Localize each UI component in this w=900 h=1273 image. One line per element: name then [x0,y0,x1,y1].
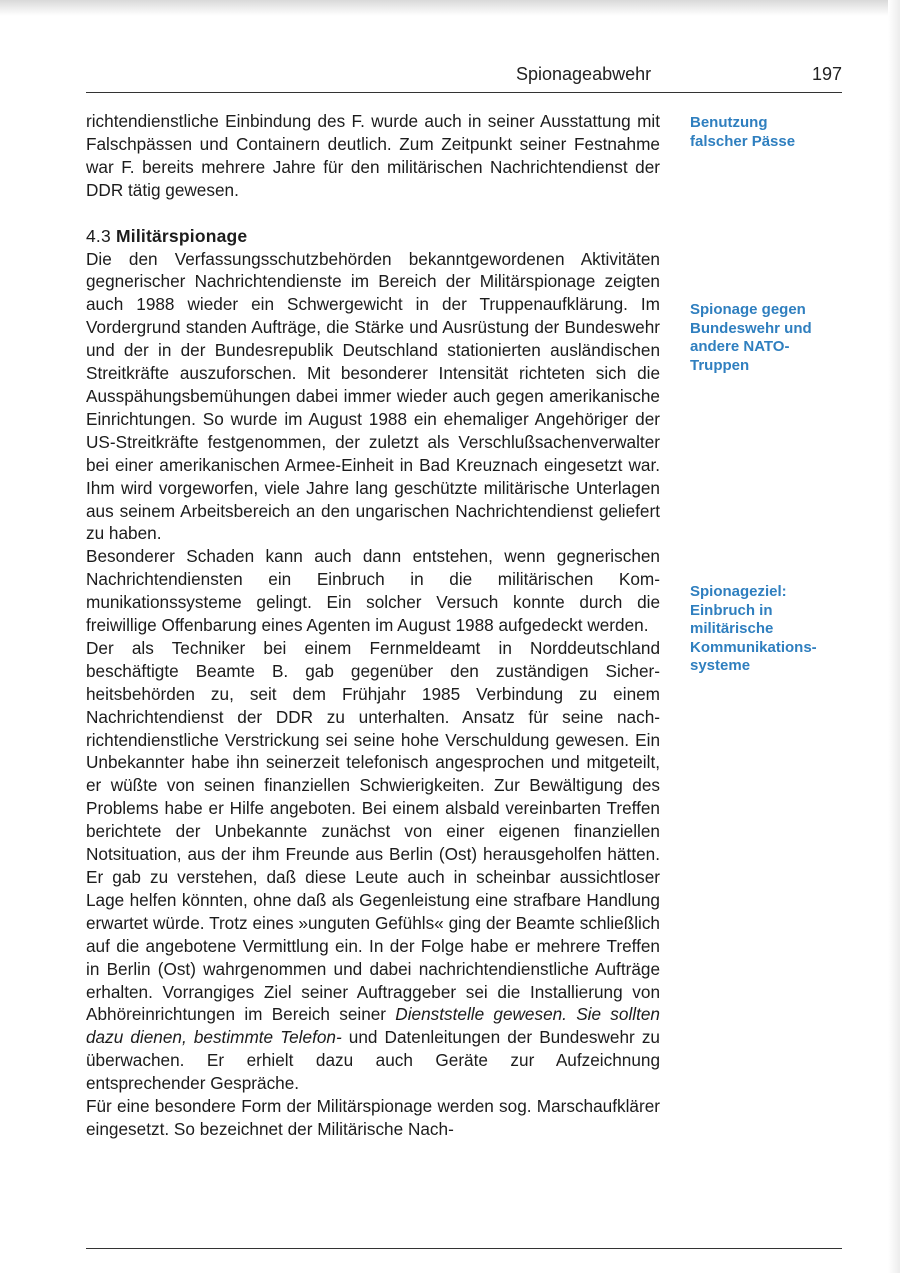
section-title: Militärspionage [116,225,248,246]
paragraph-communication-breach: Besonderer Schaden kann auch dann entstehen, wenn gegnerischen Nachrichtendiensten ein Einbruch in die militärischen Kommunikationssysteme gelingt. Ein solcher Versuch konnte durch die freiwillige Offenbarung eines Agenten im August 1988 aufgedeckt werden. [86,546,660,636]
section-heading [86,225,660,248]
paragraph-case-text-a: Der als Techniker bei einem Fernmeldeamt in Norddeutschland beschäftigte Beamte B. gab gegenüber den zuständigen Sicherheitsbehörden zu, seit dem Frühjahr 1985 Verbindung zu einem Nachrichtendienst der DDR zu unterhalten. Ansatz für seine nachrichtendienstliche Verstrickung sei seine hohe Verschuldung gewesen. Ein Unbekannter habe ihn seinerzeit telefonisch angesprochen und mitgeteilt, er wüßte von seinen finanziellen Schwierigkeiten. Zur Bewältigung des Problems habe er Hilfe angeboten. Bei einem alsbald vereinbarten Treffen berichtete der Unbekannte zunächst von einer eigenen finanziellen Notsituation, aus der ihm Freunde aus Berlin (Ost) herausgeholfen hätten. Er gab zu verstehen, daß diese Leute auch in scheinbar aussichtloser Lage helfen könnten, ohne daß als Gegenleistung eine strafbare Handlung erwartet würde. Trotz eines »unguten Gefühls« ging der Beamte schließlich auf die angebotene Vermittlung ein. In der Folge habe er mehrere Treffen in Berlin (Ost) wahrgenommen und dabei nachrichtendienstliche Aufträge erhalten. Vorrangiges Ziel seiner Auftraggeber sei die Installierung von Abhöreinrichtungen im Bereich seiner [86,637,660,1025]
margin-note-false-passports: Benutzung falscher Pässe [690,114,796,150]
footer-rule [86,1248,842,1249]
paragraph-military-espionage: Die den Verfassungsschutzbehörden bekanntgewordenen Aktivitäten gegnerischer Nachrichtendienste im Bereich der Militärspionage zeigten auch 1988 wieder ein Schwergewicht in der Truppenaufklärung. Im Vordergrund standen Aufträge, die Stärke und Ausrüstung der Bundeswehr und der in der Bundesrepublik Deutschland stationierten ausländischen Streitkräfte auszuforschen. Mit besonderer Intensität richteten sich die Ausspähungsbemühungen dabei immer wieder auch gegen amerikanische Einrichtungen. So wurde im August 1988 ein ehemaliger Angehöriger der US-Streitkräfte festgenommen, der zuletzt als Verschlußsachenverwalter bei einer amerikanischen Armee-Einheit in Bad Kreuznach eingesetzt war. Ihm wird vorgeworfen, viele Jahre lang geschützte militärische Unterlagen aus seinem Arbeitsbereich an den ungarischen Nachrichtendienst geliefert zu haben. [86,248,660,544]
margin-note-bundeswehr-espionage: Spionage gegen Bundeswehr und andere NATO-Truppen [690,301,812,374]
scan-edge-right [888,0,900,1273]
paragraph-intro: richtendienstliche Einbindung des F. wurde auch in seiner Ausstattung mit Falschpässen und Containern deutlich. Zum Zeitpunkt seiner Festnahme war F. bereits mehrere Jahre für den militärischen Nachrichtendienst der DDR tätig gewesen. [86,111,660,200]
margin-note-communication-target: Spionageziel: Einbruch in militärische Kommunikations-systeme [690,583,817,674]
paragraph-case-italic: Dienststelle gewesen. Sie sollten dazu dienen, bestimmte Telefon- [86,1004,660,1048]
paragraph-gap [86,202,660,225]
paragraph-case-official-b [86,637,660,1095]
running-title: Spionageabwehr [516,64,652,84]
scan-edge-top [0,0,900,16]
header-rule [86,92,842,93]
main-text-column [86,110,660,1141]
paragraph-case-text-b: und Datenleitungen der Bundeswehr zu überwachen. Er erhielt dazu auch Geräte zur Aufzeichnung entsprechender Gespräche. [86,1027,660,1094]
section-number: 4.3 [86,225,111,246]
running-head [86,64,842,88]
paragraph-marschaufklaerer: Für eine besondere Form der Militärspionage werden sog. Marschaufklärer eingesetzt. So bezeichnet der Militärische Nach- [86,1096,660,1139]
page-number: 197 [811,64,842,84]
